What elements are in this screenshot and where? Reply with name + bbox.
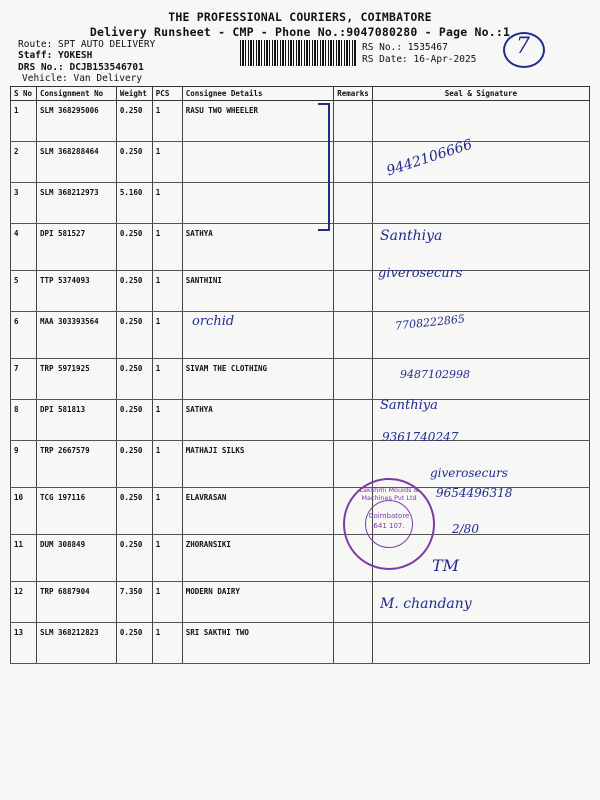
signature-row10a: giverosecurs xyxy=(430,466,508,480)
row-remarks xyxy=(334,142,373,183)
signature-row8: Santhiya xyxy=(380,398,438,413)
row-pcs: 1 xyxy=(152,623,182,664)
row-consignee: SATHYA xyxy=(182,224,333,271)
row-weight: 0.250 xyxy=(116,101,152,142)
table-row xyxy=(11,359,590,400)
table-row xyxy=(11,183,590,224)
row-consignee xyxy=(182,183,333,224)
col-consignment: Consignment No xyxy=(36,87,116,101)
row-sno: 2 xyxy=(11,142,37,183)
row-pcs: 1 xyxy=(152,359,182,400)
row-sno: 13 xyxy=(11,623,37,664)
table-row xyxy=(11,224,590,271)
table-row xyxy=(11,400,590,441)
row-sno: 3 xyxy=(11,183,37,224)
row-consignee: ELAVRASAN xyxy=(182,488,333,535)
col-sno: S No xyxy=(11,87,37,101)
row-sno: 10 xyxy=(11,488,37,535)
row-consignee: MATHAJI SILKS xyxy=(182,441,333,488)
row-remarks xyxy=(334,101,373,142)
row-seal-signature xyxy=(372,623,589,664)
signature-row6: 7708222865 xyxy=(394,312,466,333)
col-pcs: PCS xyxy=(152,87,182,101)
signature-row7: 9487102998 xyxy=(400,368,470,381)
signature-row5: giverosecurs xyxy=(378,266,463,281)
row-sno: 12 xyxy=(11,582,37,623)
col-consignee: Consignee Details xyxy=(182,87,333,101)
row-consignment-no: DPI 581527 xyxy=(36,224,116,271)
row-pcs: 1 xyxy=(152,101,182,142)
company-seal-stamp xyxy=(343,478,435,570)
row-consignee xyxy=(182,142,333,183)
rs-number: RS No.: 1535467 xyxy=(362,42,448,53)
row-remarks xyxy=(334,441,373,488)
row-weight: 0.250 xyxy=(116,623,152,664)
row-pcs: 1 xyxy=(152,271,182,312)
row-consignment-no: TRP 2667579 xyxy=(36,441,116,488)
table-row xyxy=(11,312,590,359)
runsheet-subtitle: Delivery Runsheet - CMP - Phone No.:9047080280 - Page No.:1 xyxy=(89,25,511,39)
row-consignee: MODERN DAIRY xyxy=(182,582,333,623)
row-pcs: 1 xyxy=(152,582,182,623)
row-sno: 1 xyxy=(11,101,37,142)
barcode xyxy=(240,40,356,66)
row-consignment-no: DPI 581813 xyxy=(36,400,116,441)
row-weight: 0.250 xyxy=(116,535,152,582)
table-header xyxy=(11,87,590,101)
company-title: THE PROFESSIONAL COURIERS, COIMBATORE xyxy=(168,10,432,24)
stamp-pin: 641 107. xyxy=(373,522,405,530)
row-consignment-no: TRP 6887904 xyxy=(36,582,116,623)
row-sno: 11 xyxy=(11,535,37,582)
table-row xyxy=(11,535,590,582)
stamp-city: Coimbatore xyxy=(368,512,410,520)
signature-row11: 2/80 xyxy=(452,522,479,536)
rs-date: RS Date: 16-Apr-2025 xyxy=(362,54,477,65)
table-row xyxy=(11,582,590,623)
row-consignment-no: MAA 303393564 xyxy=(36,312,116,359)
row-pcs: 1 xyxy=(152,224,182,271)
row-weight: 0.250 xyxy=(116,271,152,312)
table-row xyxy=(11,441,590,488)
signature-row1-3: 9442106666 xyxy=(384,136,475,180)
row-consignment-no: SLM 368212973 xyxy=(36,183,116,224)
stamp-center xyxy=(365,500,413,548)
row-sno: 6 xyxy=(11,312,37,359)
row-remarks xyxy=(334,582,373,623)
row-pcs: 1 xyxy=(152,488,182,535)
table-row xyxy=(11,271,590,312)
row-remarks xyxy=(334,224,373,271)
row-consignee: RASU TWO WHEELER xyxy=(182,101,333,142)
col-remarks: Remarks xyxy=(334,87,373,101)
row-consignment-no: TTP 5374093 xyxy=(36,271,116,312)
signature-row4: Santhiya xyxy=(380,228,443,244)
row-remarks xyxy=(334,623,373,664)
row-consignment-no: TRP 5971925 xyxy=(36,359,116,400)
signature-row10b: 9654496318 xyxy=(436,486,513,500)
row-sno: 7 xyxy=(11,359,37,400)
table-row xyxy=(11,142,590,183)
row-consignment-no: SLM 368212823 xyxy=(36,623,116,664)
row-weight: 0.250 xyxy=(116,488,152,535)
row-pcs: 1 xyxy=(152,441,182,488)
row-remarks xyxy=(334,400,373,441)
row-pcs: 1 xyxy=(152,142,182,183)
table-row xyxy=(11,623,590,664)
row-consignee: SATHYA xyxy=(182,400,333,441)
row-weight: 0.250 xyxy=(116,312,152,359)
row-weight: 0.250 xyxy=(116,224,152,271)
row-weight: 0.250 xyxy=(116,142,152,183)
row-weight: 0.250 xyxy=(116,400,152,441)
row-weight: 0.250 xyxy=(116,359,152,400)
handwritten-orchid: orchid xyxy=(192,314,235,329)
row-sno: 9 xyxy=(11,441,37,488)
row-pcs: 1 xyxy=(152,535,182,582)
signature-row13: M. chandany xyxy=(380,596,472,612)
stamp-ring-text: Lakshmi Moulds & Machines Pvt Ltd xyxy=(359,486,419,502)
row-pcs: 1 xyxy=(152,183,182,224)
row-consignee: ZHORANSIKI xyxy=(182,535,333,582)
route-label: Route: SPT AUTO DELIVERY xyxy=(18,39,156,50)
col-seal-signature: Seal & Signature xyxy=(372,87,589,101)
runsheet-table xyxy=(10,86,590,664)
row-remarks xyxy=(334,271,373,312)
row-consignment-no: DUM 308849 xyxy=(36,535,116,582)
row-remarks xyxy=(334,312,373,359)
row-consignment-no: TCG 197116 xyxy=(36,488,116,535)
row-pcs: 1 xyxy=(152,400,182,441)
row-consignee: SANTHINI xyxy=(182,271,333,312)
table-row xyxy=(11,101,590,142)
row-pcs: 1 xyxy=(152,312,182,359)
signature-row12: TM xyxy=(432,556,460,575)
row-consignment-no: SLM 368288464 xyxy=(36,142,116,183)
row-remarks xyxy=(334,359,373,400)
row-weight: 5.160 xyxy=(116,183,152,224)
row-consignee: SRI SAKTHI TWO xyxy=(182,623,333,664)
row-sno: 4 xyxy=(11,224,37,271)
col-weight: Weight xyxy=(116,87,152,101)
page-mark: 7 xyxy=(516,34,530,59)
drs-label: DRS No.: DCJB153546701 xyxy=(18,62,144,73)
staff-label: Staff: YOKESH xyxy=(18,50,93,61)
row-remarks xyxy=(334,183,373,224)
row-weight: 7.350 xyxy=(116,582,152,623)
row-seal-signature xyxy=(372,101,589,142)
row-consignee: SIVAM THE CLOTHING xyxy=(182,359,333,400)
row-weight: 0.250 xyxy=(116,441,152,488)
vehicle-label: Vehicle: Van Delivery xyxy=(22,73,143,84)
row-consignment-no: SLM 368295006 xyxy=(36,101,116,142)
signature-row9: 9361740247 xyxy=(382,430,459,444)
row-seal-signature xyxy=(372,183,589,224)
bracket-mark xyxy=(318,103,330,231)
row-sno: 5 xyxy=(11,271,37,312)
row-sno: 8 xyxy=(11,400,37,441)
